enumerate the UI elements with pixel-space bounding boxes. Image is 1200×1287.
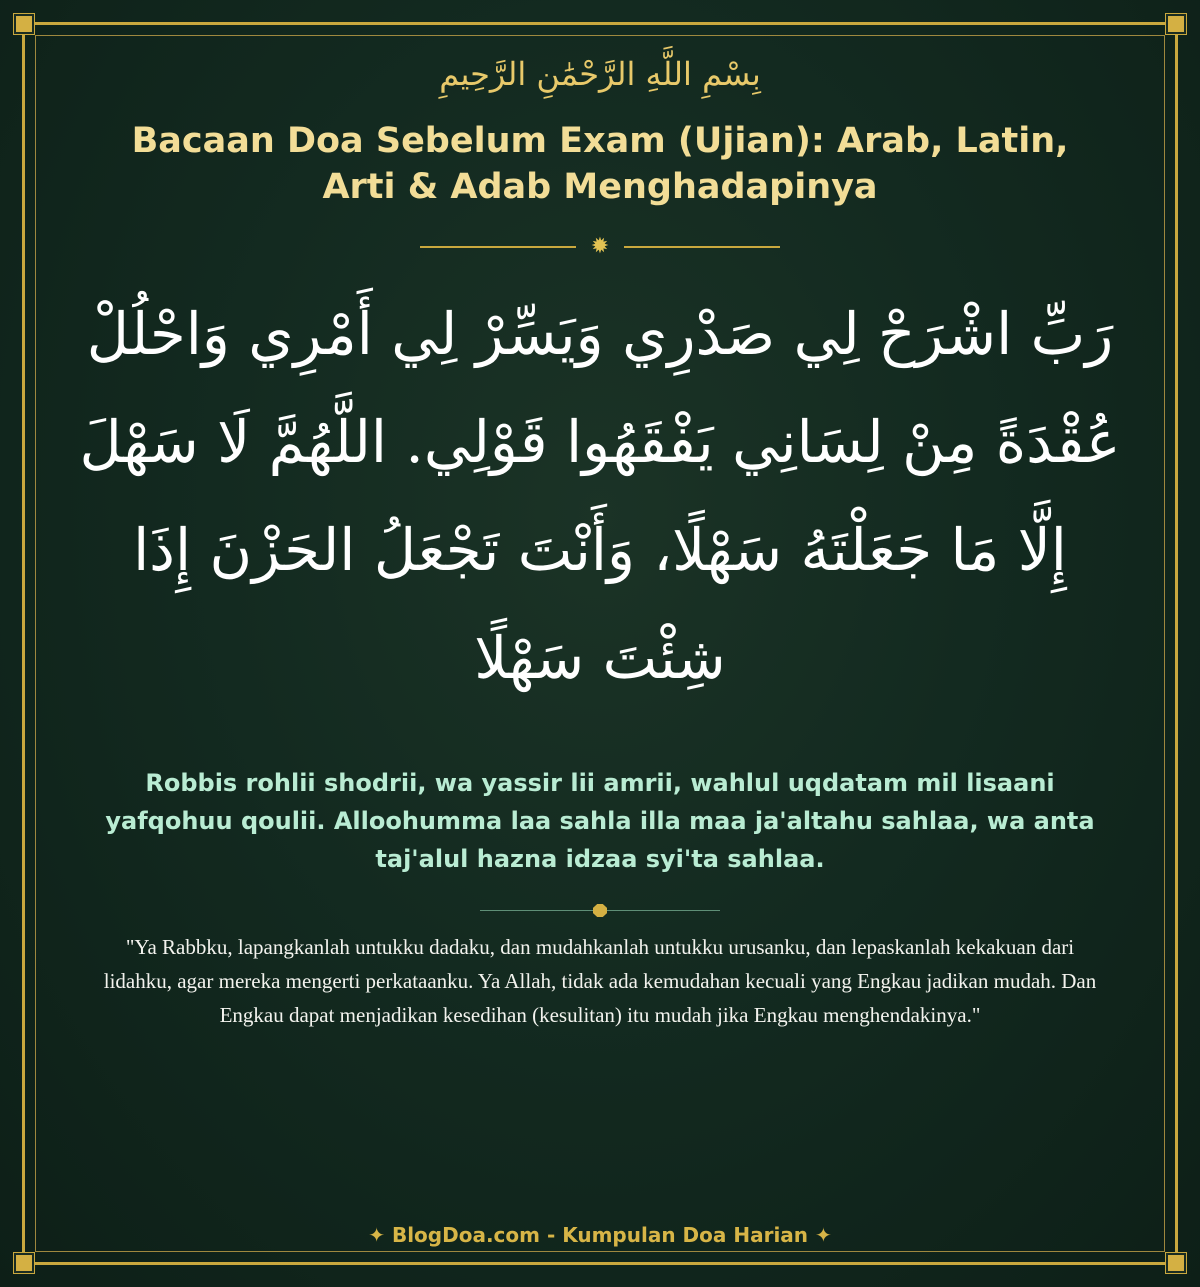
octagon-icon — [593, 904, 607, 917]
basmala: بِسْمِ اللَّهِ الرَّحْمَٰنِ الرَّحِيمِ — [439, 55, 761, 93]
top-divider — [420, 236, 780, 258]
middle-divider — [480, 902, 720, 918]
page-title: Bacaan Doa Sebelum Exam (Ujian): Arab, Latin, Arti & Adab Menghadapinya — [131, 121, 1069, 207]
sun-star-icon: ✹ — [590, 234, 610, 259]
corner-ornament-bottom-right — [1168, 1255, 1184, 1271]
arabic-dua-text: رَبِّ اشْرَحْ لِي صَدْرِي وَيَسِّرْ لِي أَمْرِي وَاحْلُلْ عُقْدَةً مِنْ لِسَانِي يَفْقَهُوا قَوْلِي. اللَّهُمَّ لَا سَهْلَ إِلَّا مَا جَعَلْتَهُ سَهْلًا، وَأَنْتَ تَجْعَلُ الحَزْنَ إِذَا شِئْتَ سَهْلًا — [79, 300, 1121, 692]
corner-ornament-top-right — [1168, 16, 1184, 32]
corner-ornament-top-left — [16, 16, 32, 32]
footer-credit: ✦ BlogDoa.com - Kumpulan Doa Harian ✦ — [368, 1223, 832, 1247]
latin-transliteration: Robbis rohlii shodrii, wa yassir lii amrii, wahlul uqdatam mil lisaani yafqohuu qoulii. Alloohumma laa sahla illa maa ja'altahu sahlaa, wa anta taj'alul hazna idzaa syi'ta sahlaa. — [105, 769, 1095, 873]
divider-line-left — [420, 246, 576, 248]
corner-ornament-bottom-left — [16, 1255, 32, 1271]
translation-text: "Ya Rabbku, lapangkanlah untukku dadaku, dan mudahkanlah untukku urusanku, dan lepaskanlah kekakuan dari lidahku, agar mereka mengerti perkataanku. Ya Allah, tidak ada kemudahan kecuali yang Engkau jadikan mudah. Dan Engkau dapat menjadikan kesedihan (kesulitan) itu mudah jika Engkau menghendakinya." — [103, 935, 1097, 1027]
divider-line-right — [624, 246, 780, 248]
